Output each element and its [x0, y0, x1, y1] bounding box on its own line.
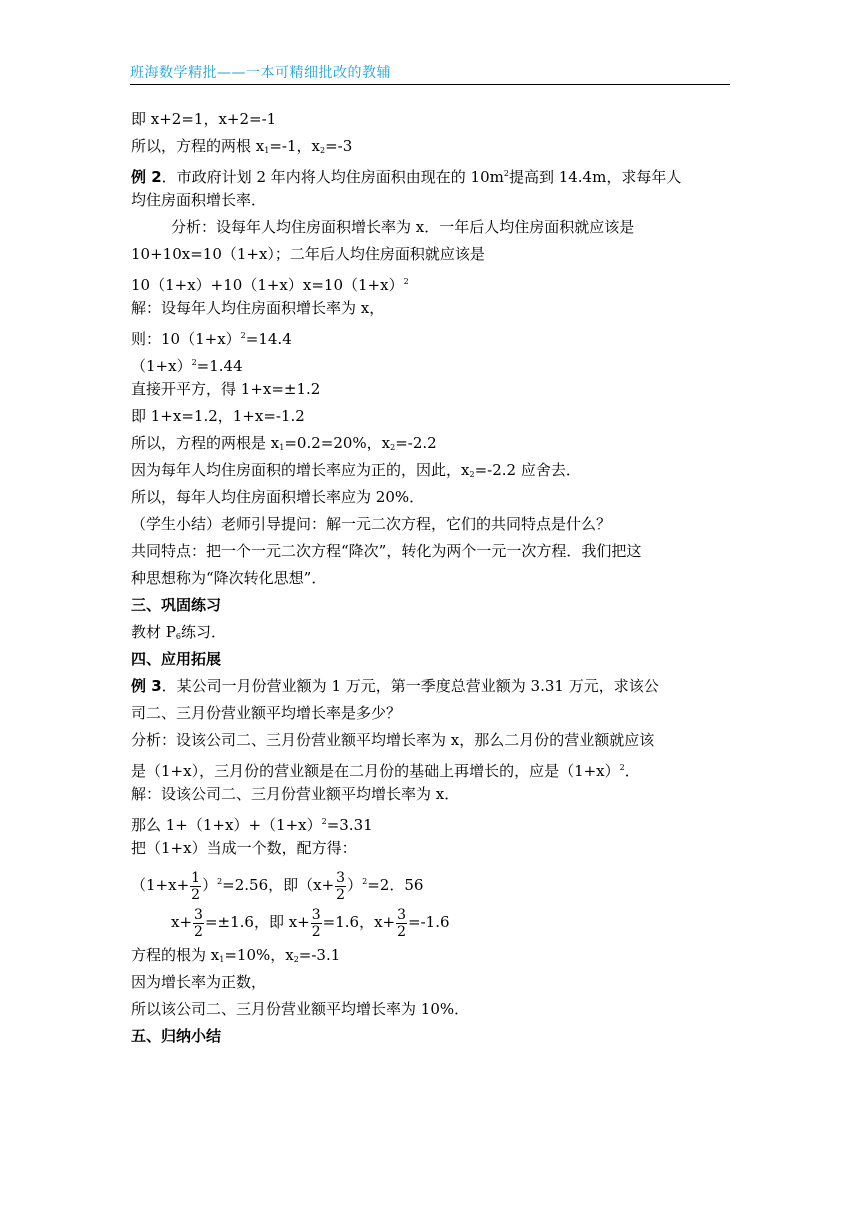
text-line — [131, 969, 731, 996]
text-segment: 解：设每年人均住房面积增长率为 x， — [131, 299, 385, 317]
text-segment: 2 — [336, 886, 346, 903]
text-segment: 所以，方程的两根 x — [131, 137, 265, 155]
text-line — [131, 241, 731, 268]
text-segment: 四、应用拓展 — [131, 650, 222, 668]
text-line — [131, 376, 731, 403]
text-segment: =3.31 — [326, 816, 373, 834]
text-segment: 解：设该公司二、三月份营业额平均增长率为 x． — [131, 785, 460, 803]
text-segment: 2 — [390, 443, 396, 452]
text-segment: 教材 P — [131, 623, 176, 641]
text-line — [131, 996, 731, 1023]
text-segment: 2 — [397, 923, 407, 940]
text-segment: =-3.1 — [298, 946, 341, 964]
text-segment: 共同特点：把一个一元二次方程“降次”，转化为两个一元一次方程．我们把这 — [131, 542, 642, 560]
text-segment: 例 2 — [131, 168, 162, 186]
text-segment: 因为每年人均住房面积的增长率应为正的，因此，x — [131, 461, 470, 479]
text-segment: =-3 — [325, 137, 353, 155]
text-segment: 五、归纳小结 — [131, 1027, 222, 1045]
text-segment: x+ — [171, 913, 193, 931]
text-line — [131, 457, 731, 484]
text-segment: =2．56 — [367, 876, 424, 894]
text-segment: 那么 1+（1+x）+（1+x） — [131, 816, 322, 834]
text-line — [131, 808, 731, 835]
text-segment: 把（1+x）当成一个数，配方得： — [131, 839, 357, 857]
text-segment: 所以，每年人均住房面积增长率应为 20%． — [131, 488, 425, 506]
text-segment: 1 — [264, 146, 270, 155]
text-segment: 1 — [219, 955, 225, 964]
text-line — [131, 403, 731, 430]
solution-line — [131, 295, 731, 322]
text-segment: =-2.2 — [395, 434, 437, 452]
analysis-line — [131, 727, 731, 754]
text-line — [131, 430, 731, 457]
text-segment: 2 — [191, 358, 197, 367]
text-segment: 三、巩固练习 — [131, 596, 222, 614]
text-segment: 2 — [362, 877, 368, 886]
fraction — [311, 907, 322, 940]
text-line — [131, 754, 731, 781]
text-line — [131, 187, 731, 214]
text-segment: =14.4 — [245, 330, 292, 348]
text-segment: ．某公司一月份营业额为 1 万元，第一季度总营业额为 3.31 万元，求该公 — [161, 677, 659, 695]
text-segment: 即 x+2=1，x+2=-1 — [131, 110, 277, 128]
text-segment: 2 — [311, 923, 321, 940]
text-segment: （1+x+ — [131, 876, 190, 894]
fraction — [335, 870, 346, 903]
text-segment: 方程的根为 x — [131, 946, 220, 964]
text-segment: =2.56，即（x+ — [222, 876, 335, 894]
solution-line — [131, 781, 731, 808]
formula-line — [131, 902, 731, 942]
text-line — [131, 565, 731, 592]
text-line — [131, 268, 731, 295]
section-heading-5 — [131, 1023, 731, 1050]
text-segment: 2 — [191, 886, 201, 903]
text-segment: =-1.6 — [408, 913, 450, 931]
text-segment: 即 1+x=1.2，1+x=-1.2 — [131, 407, 305, 425]
text-segment: 2 — [321, 817, 327, 826]
text-line — [131, 538, 731, 565]
text-segment: ． — [624, 762, 640, 780]
text-segment: 10+10x=10（1+x）；二年后人均住房面积就应该是 — [131, 245, 485, 263]
text-segment: 则：10（1+x） — [131, 330, 241, 348]
text-segment: 2 — [240, 331, 246, 340]
text-segment: 均住房面积增长率． — [131, 191, 267, 209]
text-segment: 6 — [175, 632, 181, 641]
text-line — [131, 619, 731, 646]
text-line — [131, 942, 731, 969]
text-segment: （学生小结）老师引导提问：解一元二次方程，它们的共同特点是什么？ — [131, 515, 612, 533]
text-segment: 2 — [503, 169, 509, 178]
text-segment: 司二、三月份营业额平均增长率是多少？ — [131, 704, 402, 722]
text-segment: =10%，x — [224, 946, 294, 964]
text-line — [131, 322, 731, 349]
text-segment: 3 — [336, 869, 346, 886]
text-segment: =±1.6，即 x+ — [204, 913, 310, 931]
text-segment: （1+x） — [131, 357, 192, 375]
text-line — [131, 700, 731, 727]
text-line — [131, 511, 731, 538]
page-header — [130, 62, 730, 85]
text-line — [131, 484, 731, 511]
section-heading-4 — [131, 646, 731, 673]
text-segment: 所以该公司二、三月份营业额平均增长率为 10%． — [131, 1000, 470, 1018]
text-segment: =0.2=20%，x — [284, 434, 391, 452]
text-segment: =-1，x — [269, 137, 320, 155]
text-line — [131, 349, 731, 376]
document-body — [131, 106, 731, 1050]
text-segment: 3 — [311, 906, 321, 923]
text-segment: 是（1+x），三月份的营业额是在二月份的基础上再增长的，应是（1+x） — [131, 762, 620, 780]
text-line — [131, 835, 731, 862]
text-segment: =1.44 — [196, 357, 243, 375]
text-segment: 练习． — [180, 623, 226, 641]
text-segment: ） — [202, 876, 218, 894]
formula-line — [131, 862, 731, 902]
text-segment: 10（1+x）+10（1+x）x=10（1+x） — [131, 276, 404, 294]
section-heading-3 — [131, 592, 731, 619]
text-segment: 1 — [191, 869, 201, 886]
fraction — [190, 870, 201, 903]
text-segment: 2 — [217, 877, 223, 886]
example-2-heading — [131, 160, 731, 187]
text-segment: ） — [347, 876, 363, 894]
text-segment: ．市政府计划 2 年内将人均住房面积由现在的 10m — [161, 168, 504, 186]
text-segment: 3 — [397, 906, 407, 923]
analysis-line — [131, 214, 731, 241]
text-segment: 2 — [619, 763, 625, 772]
text-segment: 例 3 — [131, 677, 162, 695]
text-segment: 直接开平方，得 1+x=±1.2 — [131, 380, 321, 398]
text-segment: 1 — [279, 443, 285, 452]
text-segment: 分析：设该公司二、三月份营业额平均增长率为 x，那么二月份的营业额就应该 — [131, 731, 655, 749]
text-segment: 分析：设每年人均住房面积增长率为 x．一年后人均住房面积就应该是 — [171, 218, 635, 236]
fraction — [193, 907, 204, 940]
text-line — [131, 133, 731, 160]
text-segment: 提高到 14.4m，求每年人 — [508, 168, 682, 186]
text-segment: 2 — [469, 470, 475, 479]
text-segment: 因为增长率为正数， — [131, 973, 267, 991]
text-segment: =-2.2 应舍去． — [474, 461, 581, 479]
fraction — [396, 907, 407, 940]
text-segment: 3 — [194, 906, 203, 923]
text-segment: 2 — [194, 923, 203, 940]
text-line — [131, 106, 731, 133]
text-segment: 2 — [403, 277, 409, 286]
text-segment: 种思想称为“降次转化思想”． — [131, 569, 327, 587]
header-title: 班海数学精批——一本可精细批改的教辅 — [130, 65, 391, 81]
text-segment: 2 — [293, 955, 299, 964]
text-segment: 2 — [319, 146, 326, 155]
text-segment: =1.6，x+ — [322, 913, 396, 931]
text-segment: 所以，方程的两根是 x — [131, 434, 280, 452]
example-3-heading — [131, 673, 731, 700]
